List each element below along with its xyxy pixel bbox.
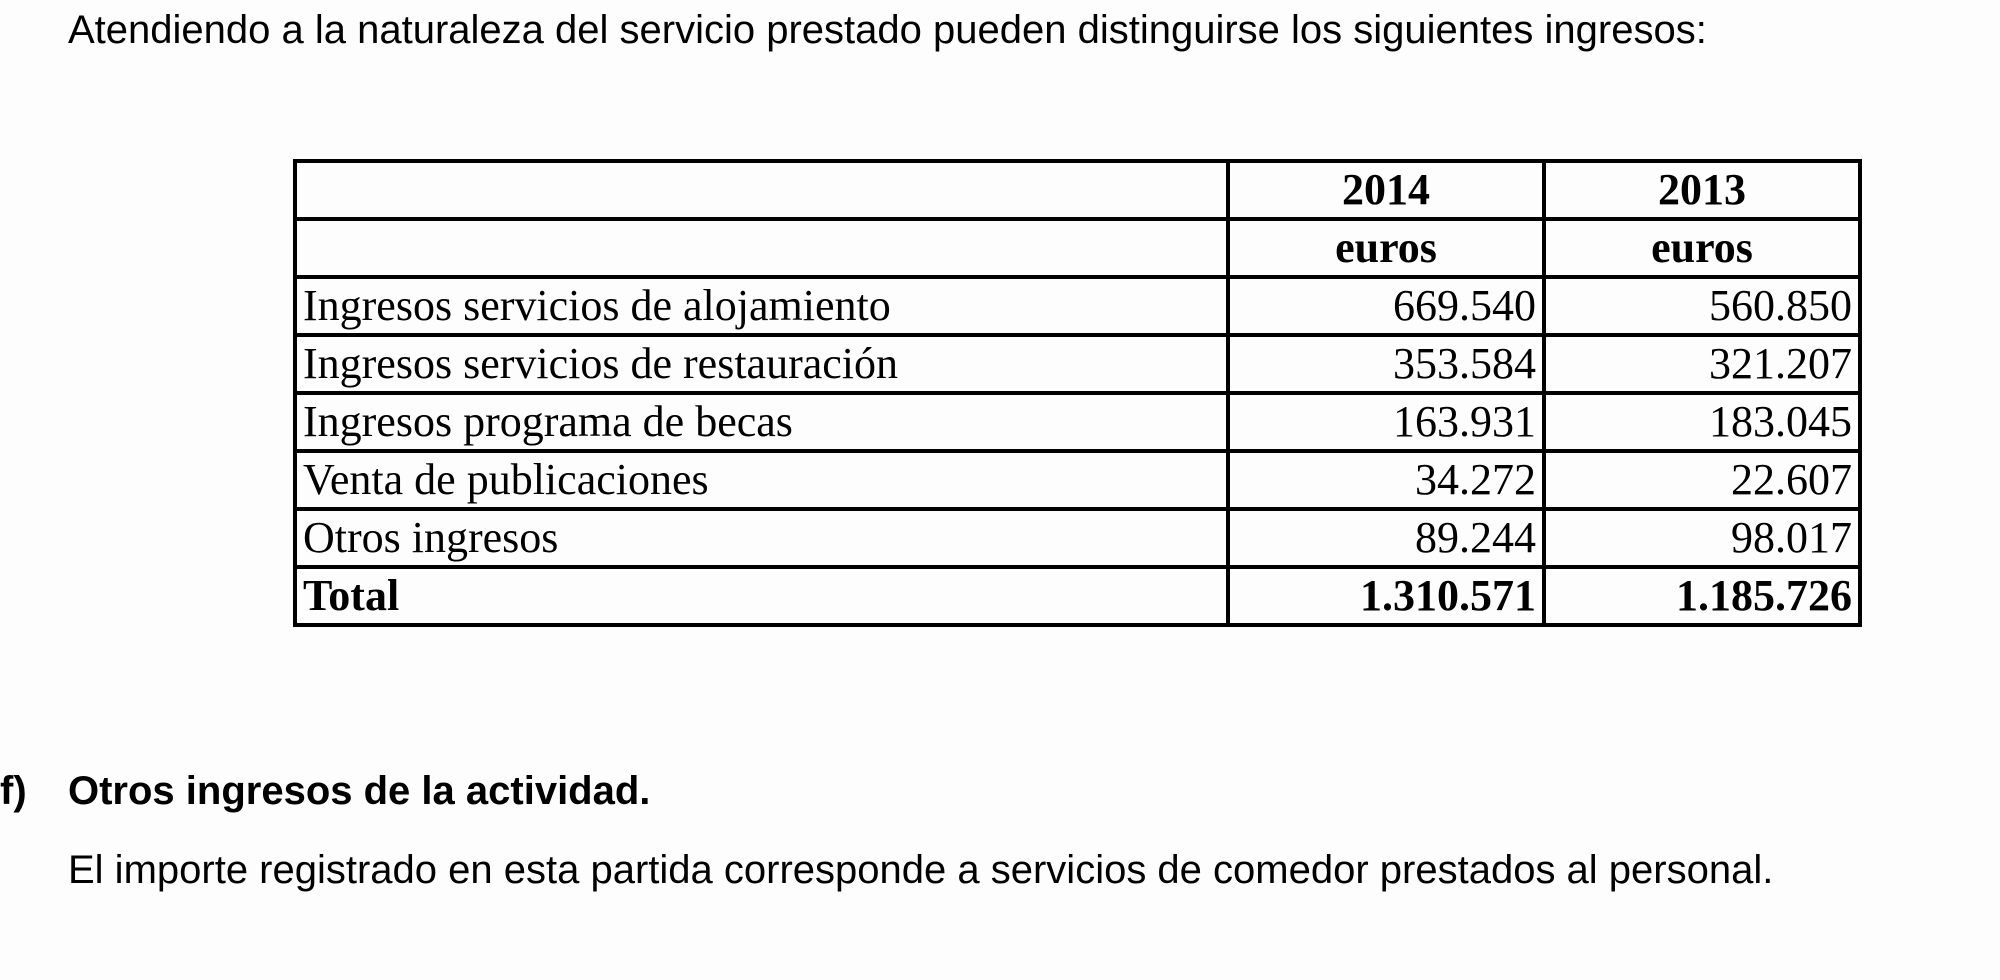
table-header-row-years (295, 161, 1860, 219)
section-heading: Otros ingresos de la actividad. (68, 769, 651, 813)
table-row (295, 277, 1860, 335)
table-row (295, 335, 1860, 393)
table-row (295, 451, 1860, 509)
row-label: Otros ingresos (295, 509, 1228, 567)
intro-paragraph: Atendiendo a la naturaleza del servicio prestado pueden distinguirse los siguientes ingresos: (68, 8, 1707, 52)
table-row (295, 509, 1860, 567)
table-header-row-units (295, 219, 1860, 277)
row-value-2013: 321.207 (1544, 335, 1860, 393)
row-value-2014: 89.244 (1228, 509, 1544, 567)
section-marker: f) (0, 769, 27, 813)
row-value-2013: 22.607 (1544, 451, 1860, 509)
row-value-2014: 669.540 (1228, 277, 1544, 335)
row-value-2013: 560.850 (1544, 277, 1860, 335)
table-total-row (295, 567, 1860, 625)
row-value-2014: 34.272 (1228, 451, 1544, 509)
row-label: Ingresos servicios de restauración (295, 335, 1228, 393)
row-label: Ingresos programa de becas (295, 393, 1228, 451)
total-value-2013: 1.185.726 (1544, 567, 1860, 625)
total-label: Total (295, 567, 1228, 625)
header-unit-2014: euros (1228, 219, 1544, 277)
header-empty-cell (295, 219, 1228, 277)
income-table (293, 159, 1862, 627)
table-row (295, 393, 1860, 451)
row-label: Venta de publicaciones (295, 451, 1228, 509)
header-unit-2013: euros (1544, 219, 1860, 277)
row-value-2014: 353.584 (1228, 335, 1544, 393)
row-value-2013: 98.017 (1544, 509, 1860, 567)
row-label: Ingresos servicios de alojamiento (295, 277, 1228, 335)
header-year-2013: 2013 (1544, 161, 1860, 219)
section-body-text: El importe registrado en esta partida corresponde a servicios de comedor prestados al personal. (68, 848, 1774, 892)
row-value-2013: 183.045 (1544, 393, 1860, 451)
total-value-2014: 1.310.571 (1228, 567, 1544, 625)
row-value-2014: 163.931 (1228, 393, 1544, 451)
header-year-2014: 2014 (1228, 161, 1544, 219)
header-empty-cell (295, 161, 1228, 219)
